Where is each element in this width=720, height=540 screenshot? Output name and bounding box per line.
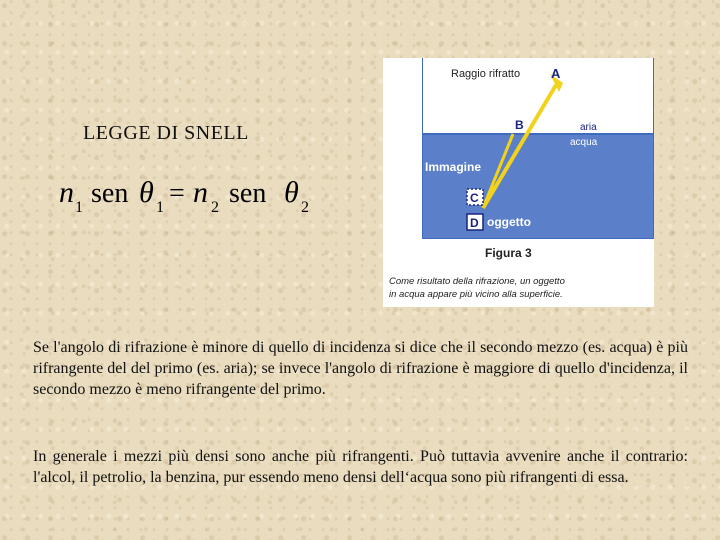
- snell-formula: [55, 168, 325, 228]
- caption-line-2: in acqua appare più vicino alla superficie.: [389, 289, 563, 300]
- formula-theta1-sub: 1: [156, 199, 164, 216]
- point-d-label: D: [470, 216, 479, 230]
- point-b-label: B: [515, 118, 524, 132]
- ray-label: Raggio rifratto: [451, 68, 521, 80]
- air-label: aria: [580, 122, 597, 133]
- water-region: [423, 134, 653, 238]
- figure-title: Figura 3: [485, 246, 532, 260]
- formula-theta1: θ: [139, 176, 154, 209]
- object-label: oggetto: [487, 215, 531, 229]
- caption-line-1: Come risultato della rifrazione, un oggetto: [389, 276, 565, 287]
- point-c-label: C: [470, 191, 479, 205]
- image-label: Immagine: [425, 160, 482, 174]
- paragraph-refraction: Se l'angolo di rifrazione è minore di quello di incidenza si dice che il secondo mezzo (es. acqua) è più rifrangente del del primo (es. aria); se invece l'angolo di rifrazione è maggiore di quello d'incidenza, il secondo mezzo è meno rifrangente del primo.: [33, 339, 688, 398]
- formula-theta2-sub: 2: [301, 199, 309, 216]
- formula-sen2: sen: [229, 178, 267, 209]
- formula-n1: n: [59, 176, 74, 209]
- point-a-label: A: [551, 66, 561, 81]
- water-label: acqua: [570, 137, 598, 148]
- formula-n1-sub: 1: [75, 199, 83, 216]
- formula-equals: =: [169, 178, 185, 209]
- formula-theta2: θ: [284, 176, 299, 209]
- refraction-figure: [383, 58, 654, 307]
- formula-n2: n: [193, 176, 208, 209]
- paragraph-density: In generale i mezzi più densi sono anche più rifrangenti. Può tuttavia avvenire anche il contrario: l'alcol, il petrolio, la benzina, pur essendo meno densi dell‘acqua sono più rifrangenti di essa.: [33, 448, 688, 486]
- formula-n2-sub: 2: [211, 199, 219, 216]
- formula-sen1: sen: [91, 178, 129, 209]
- page-title: LEGGE DI SNELL: [83, 122, 249, 144]
